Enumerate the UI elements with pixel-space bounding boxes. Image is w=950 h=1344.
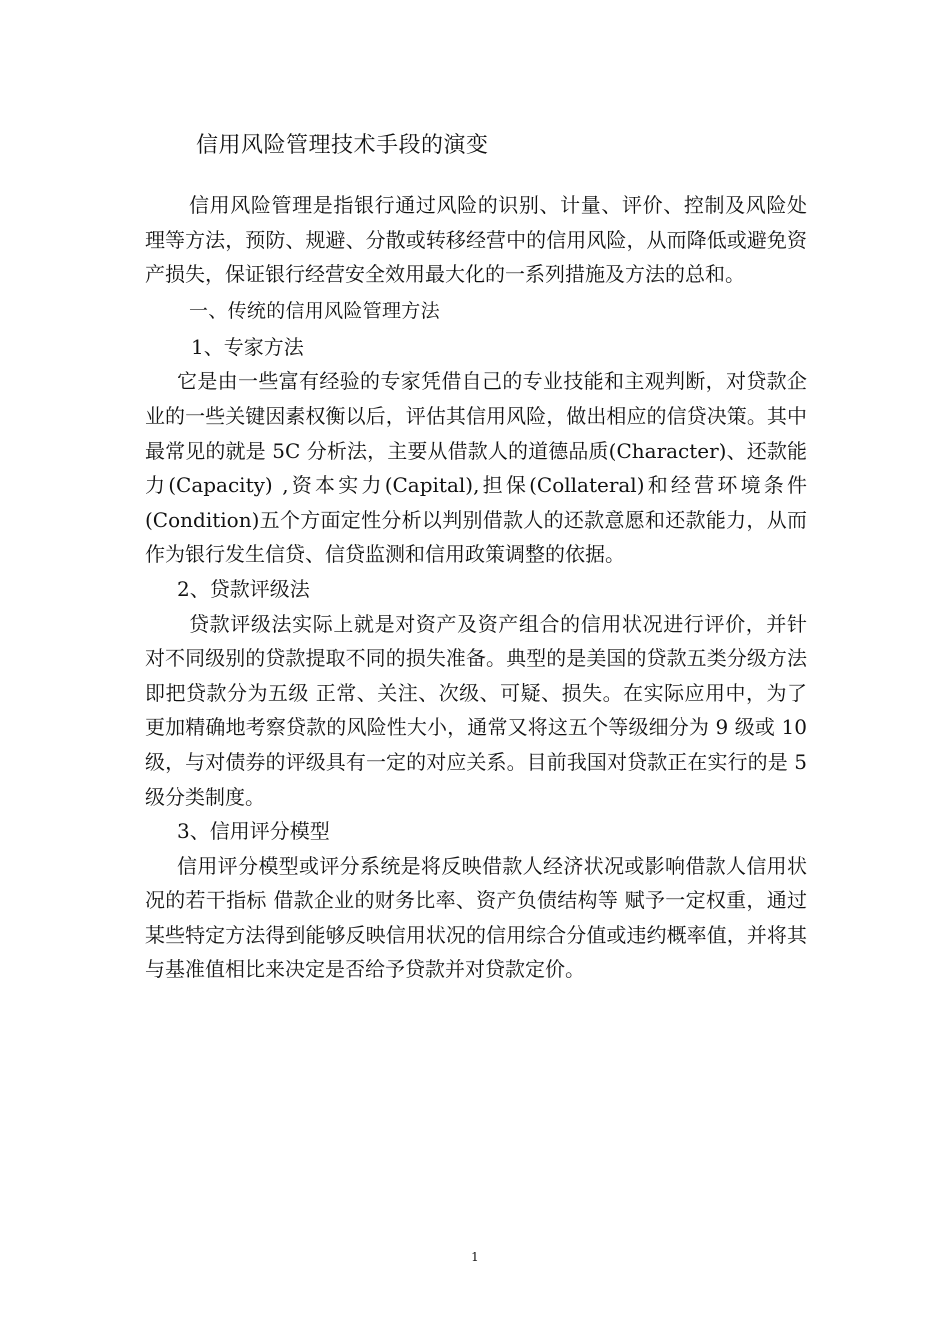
- subheading-loan-rating: 2、贷款评级法: [177, 576, 310, 601]
- paragraph-credit-scoring: 信用评分模型或评分系统是将反映借款人经济状况或影响借款人信用状况的若干指标 借款企业的财务比率、资产负债结构等 赋予一定权重，通过某些特定方法得到能够反映信用状况的信用综合分值或违约概率值，并将其与基准值相比来决定是否给予贷款并对贷款定价。: [145, 853, 807, 982]
- paragraph-expert-method: 它是由一些富有经验的专家凭借自己的专业技能和主观判断，对贷款企业的一些关键因素权衡以后，评估其信用风险，做出相应的信贷决策。其中最常见的就是 5C 分析法，主要从借款人的道德品质(Character)、还款能力(Capacity) ,资本实力(Capital),担保(Collateral)和经营环境条件(Condition)五个方面定性分析以判别借款人的还款意愿和还款能力，从而作为银行发生信贷、信贷监测和信用政策调整的依据。: [145, 369, 807, 567]
- section-heading-traditional-methods: 一、传统的信用风险管理方法: [189, 299, 440, 322]
- intro-paragraph: 信用风险管理是指银行通过风险的识别、计量、评价、控制及风险处理等方法，预防、规避、分散或转移经营中的信用风险，从而降低或避免资产损失，保证银行经营安全效用最大化的一系列措施及方法的总和。: [145, 193, 807, 287]
- paragraph-loan-rating: 贷款评级法实际上就是对资产及资产组合的信用状况进行评价，并针对不同级别的贷款提取不同的损失准备。典型的是美国的贷款五类分级方法即把贷款分为五级 正常、关注、次级、可疑、损失。在实际应用中，为了更加精确地考察贷款的风险性大小，通常又将这五个等级细分为 9 级或 10 级，与对债券的评级具有一定的对应关系。目前我国对贷款正在实行的是 5 级分类制度。: [145, 611, 807, 809]
- document-body: [145, 188, 807, 987]
- document-title: 信用风险管理技术手段的演变: [196, 133, 489, 158]
- subheading-credit-scoring: 3、信用评分模型: [177, 819, 330, 844]
- page-number: 1: [471, 1250, 479, 1264]
- subheading-expert-method: 1、专家方法: [191, 334, 304, 359]
